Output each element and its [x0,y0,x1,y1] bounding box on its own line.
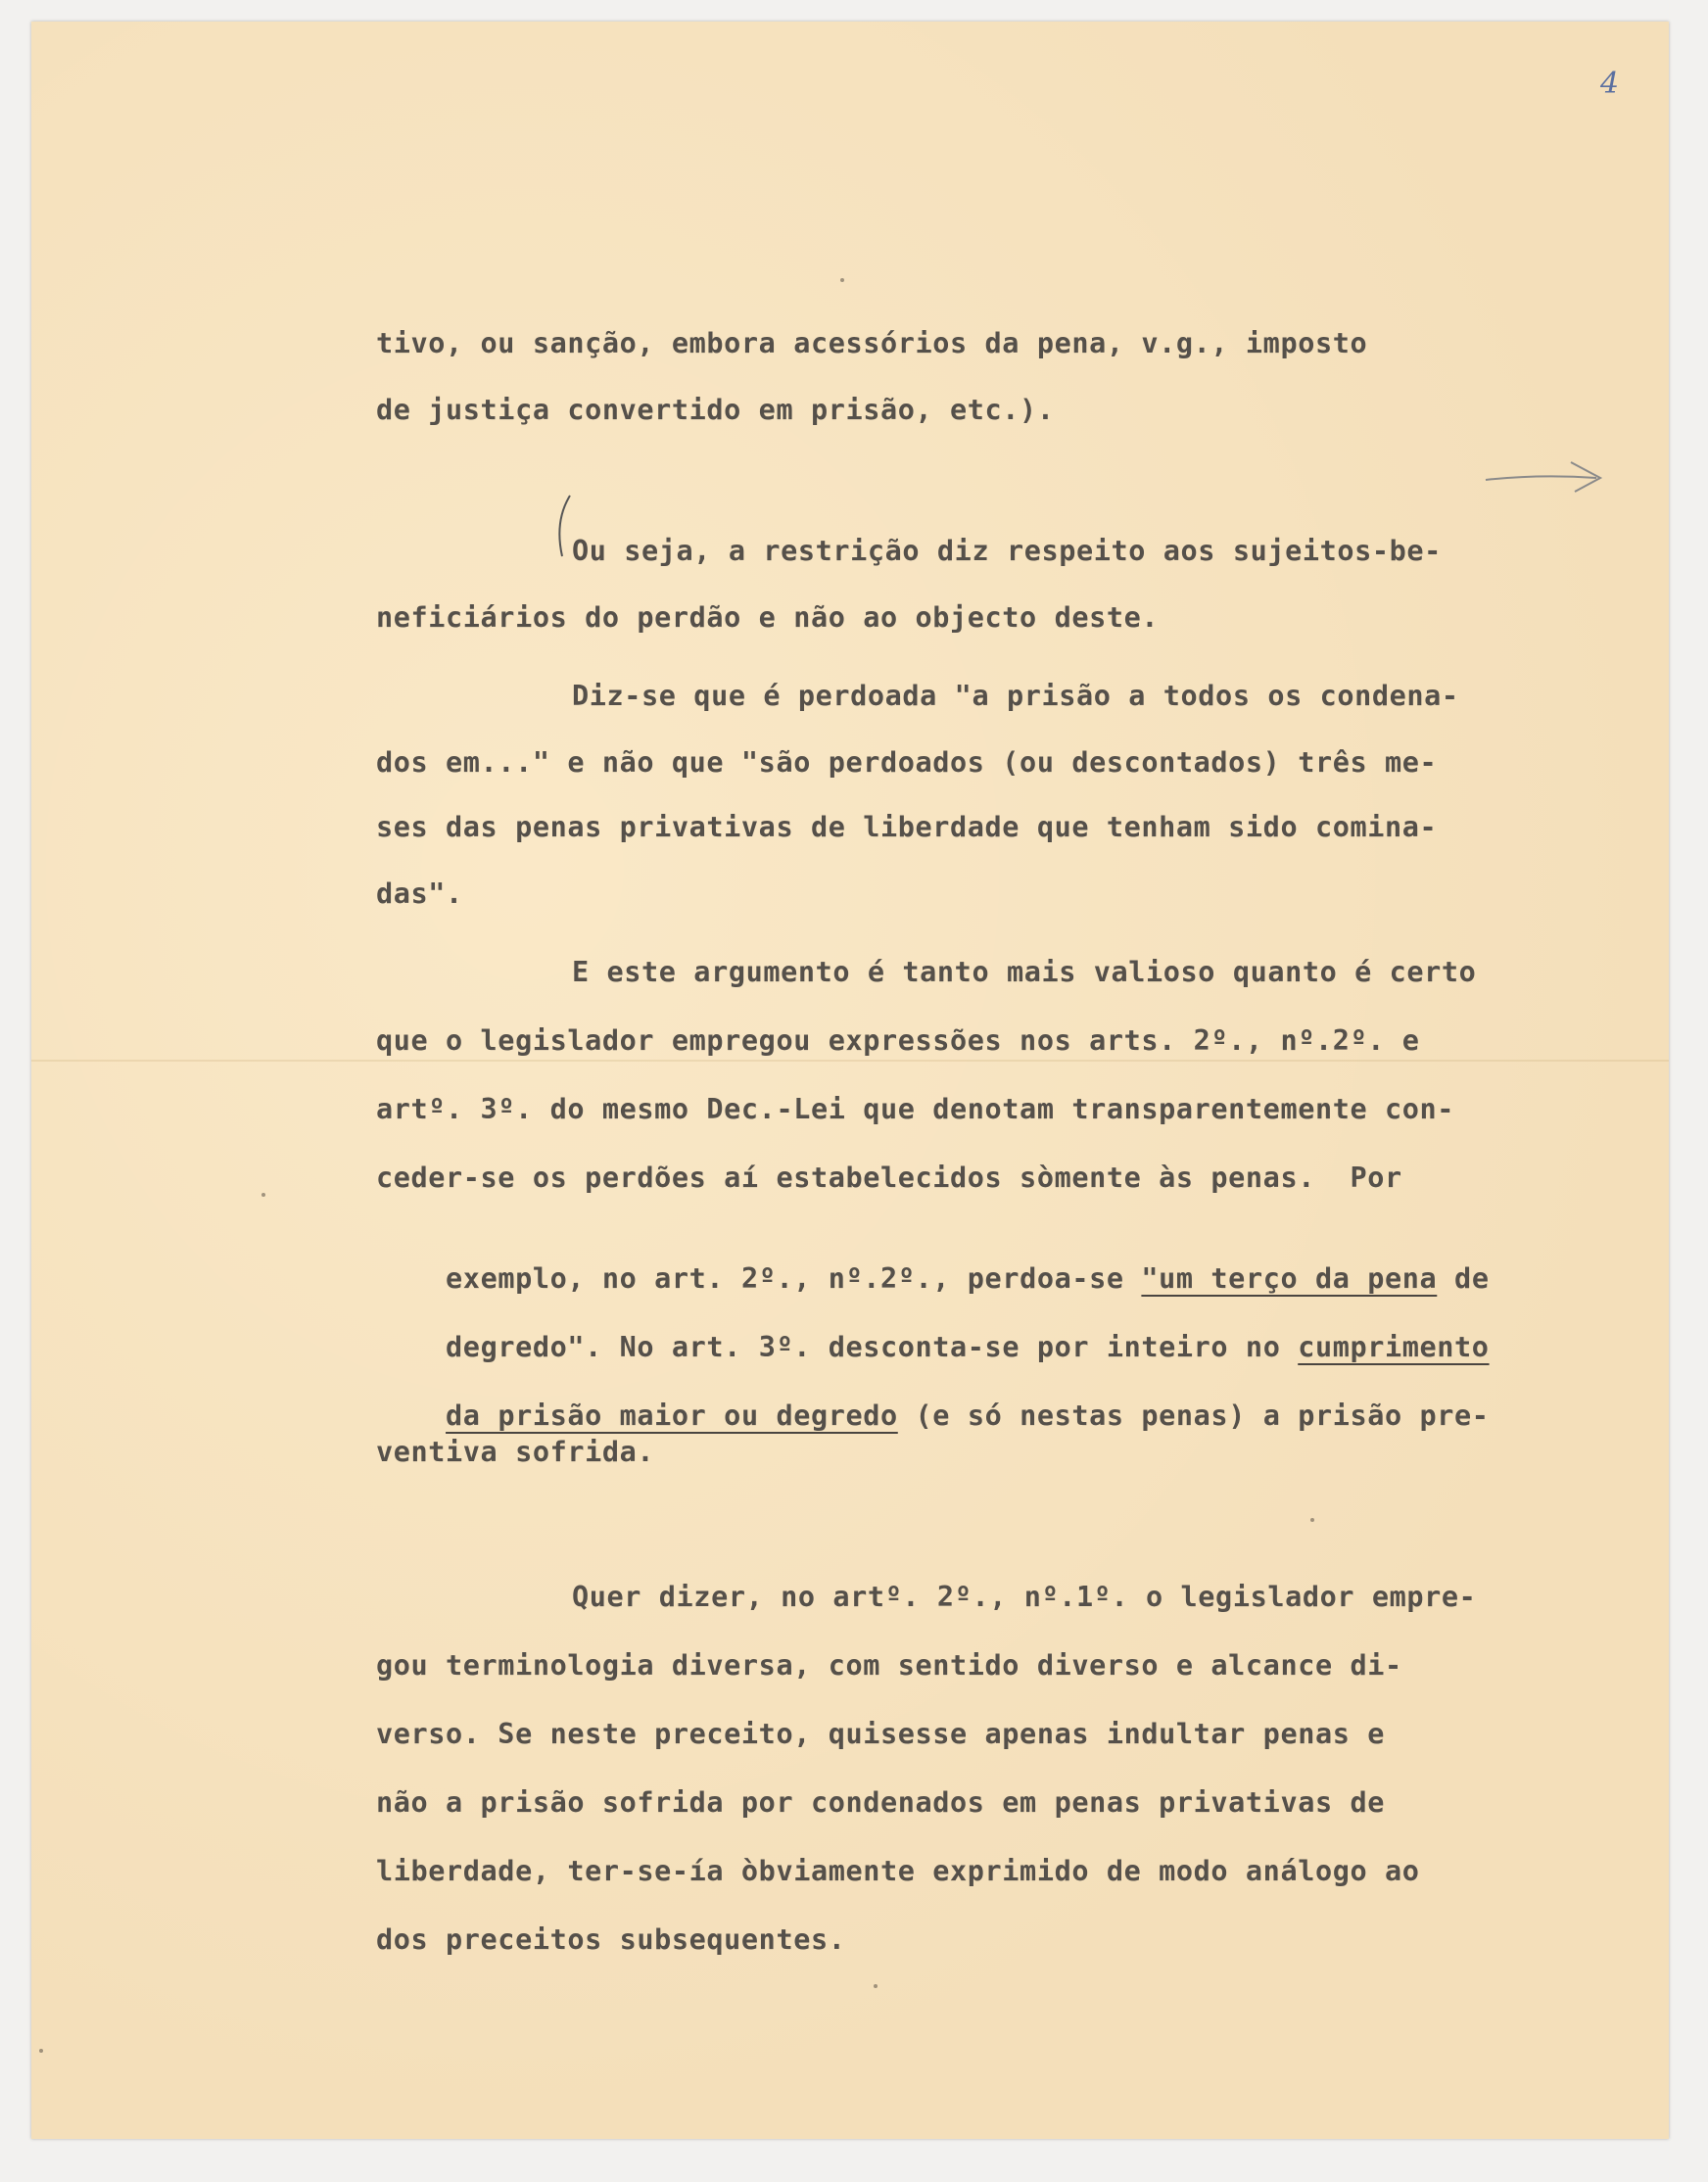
text-line: ceder-se os perdões aí estabelecidos sòmente às penas. Por [376,1162,1402,1194]
text-line: não a prisão sofrida por condenados em penas privativas de [376,1786,1385,1819]
text-line: verso. Se neste preceito, quisesse apenas indultar penas e [376,1718,1385,1750]
text-line: Diz-se que é perdoada "a prisão a todos os condena- [572,680,1459,712]
typewritten-page [31,22,1669,2139]
text-line: gou terminologia diversa, com sentido diverso e alcance di- [376,1649,1402,1682]
text-line: E este argumento é tanto mais valioso quanto é certo [572,956,1477,988]
text-line: Quer dizer, no artº. 2º., nº.1º. o legislador empre- [572,1581,1477,1613]
text-segment: exemplo, no art. 2º., nº.2º., perdoa-se [446,1262,1142,1295]
paper-speck [39,2049,43,2053]
paper-speck [874,1984,878,1988]
paper-fold [31,1060,1669,1062]
text-line: ventiva sofrida. [376,1436,655,1468]
page-number: 4 [1600,67,1620,101]
underlined-phrase: da prisão maior ou degredo [446,1399,898,1432]
text-segment: degredo". No art. 3º. desconta-se por inteiro no [446,1331,1299,1363]
underlined-phrase: "um terço da pena [1141,1262,1438,1295]
paper-speck [261,1193,265,1197]
text-line: que o legislador empregou expressões nos arts. 2º., nº.2º. e [376,1024,1420,1057]
text-line: das". [376,878,463,910]
text-line: dos preceitos subsequentes. [376,1923,846,1956]
text-line: ses das penas privativas de liberdade que tenham sido comina- [376,811,1438,843]
underlined-phrase: cumprimento [1298,1331,1490,1363]
text-segment: (e só nestas penas) a prisão pre- [897,1399,1490,1432]
handwritten-arrow-icon [1481,452,1608,501]
text-line: neficiários do perdão e não ao objecto deste. [376,601,1160,634]
text-segment: de [1437,1262,1490,1295]
paper-speck [840,278,844,282]
text-line: de justiça convertido em prisão, etc.). [376,394,1055,426]
text-line: artº. 3º. do mesmo Dec.-Lei que denotam transparentemente con- [376,1093,1455,1125]
text-line: Ou seja, a restrição diz respeito aos sujeitos-be- [572,535,1442,567]
text-line: tivo, ou sanção, embora acessórios da pena, v.g., imposto [376,327,1368,359]
text-line: dos em..." e não que "são perdoados (ou descontados) três me- [376,746,1438,779]
paper-speck [1310,1518,1314,1522]
text-line: liberdade, ter-se-ía òbviamente exprimido de modo análogo ao [376,1855,1420,1887]
